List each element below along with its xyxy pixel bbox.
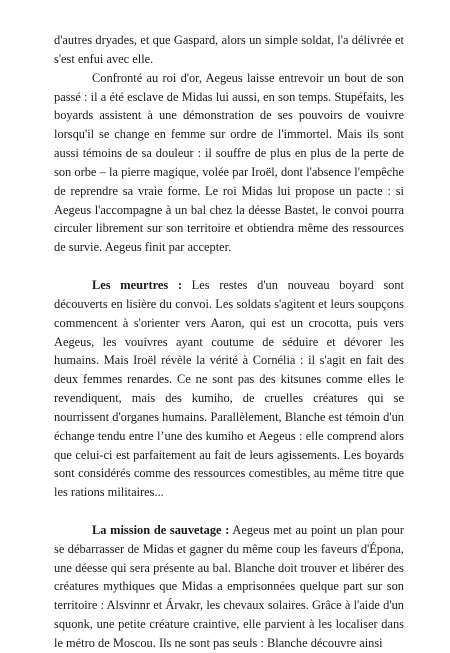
paragraph-text: Confronté au roi d'or, Aegeus laisse entrevoir un bout de son passé : il a été esclave de Midas lui aussi, en son temps. Stupéfaits, les boyards assistent à une démonstration de ses pouvoirs de vouivre lorsqu'il se change en femme sur ordre de l'immortel. Mais ils sont aussi témoins de sa douleur : il souffre de plus en plus de la perte de son orbe – la pierre magique, volée par Iroël, dont l'absence l'empêche de reprendre sa vraie forme. Le roi Midas lui propose un pacte : si Aegeus l'accompagne à un bal chez la déesse Bastet, le convoi pourra circuler librement sur son territoire et obtiendra même des ressources de survie. Aegeus finit par accepter. [54, 70, 404, 255]
paragraph-mission-de-sauvetage [54, 521, 404, 653]
paragraph-lead: La mission de sauvetage : [92, 522, 230, 537]
paragraph-les-meurtres [54, 276, 404, 502]
document-body [54, 31, 404, 653]
paragraph-text: Aegeus met au point un plan pour se débarrasser de Midas et gagner du même coup les faveurs d'Épona, une déesse qui sera présente au bal. Blanche doit trouver et libérer des créatures mythiques que Midas a emprisonnées quelque part sur son territoire : Alsvinnr et Árvakr, les chevaux solaires. Grâce à l'aide d'un squonk, une petite créature craintive, elle parvient à les localiser dans le métro de Moscou. Ils ne sont pas seuls : Blanche découvre ainsi [54, 522, 404, 650]
paragraph-lead: Les meurtres : [92, 277, 182, 292]
paragraph-aegeus-pact [54, 69, 404, 257]
paragraph-continuation [54, 31, 404, 69]
paragraph-text: d'autres dryades, et que Gaspard, alors un simple soldat, l'a délivrée et s'est enfui avec elle. [54, 33, 404, 66]
paragraph-text: Les restes d'un nouveau boyard sont découverts en lisière du convoi. Les soldats s'agitent et leurs soupçons commencent à s'orienter vers Aaron, qui est un crocotta, puis vers Aegeus, les vouivres ayant coutume de séduire et dévorer les humains. Mais Iroël révèle la vérité à Cornélia : il s'agit en fait des deux femmes renardes. Ce ne sont pas des kitsunes comme elles le revendiquent, mais des kumiho, de cruelles créatures qui se nourrissent d'organes humains. Parallèlement, Blanche est témoin d'un échange tendu entre l’une des kumiho et Aegeus : elle comprend alors que celui-ci est parfaitement au fait de leurs agissements. Les boyards sont considérés comme des ressources comestibles, au même titre que les rations militaires... [54, 277, 405, 500]
